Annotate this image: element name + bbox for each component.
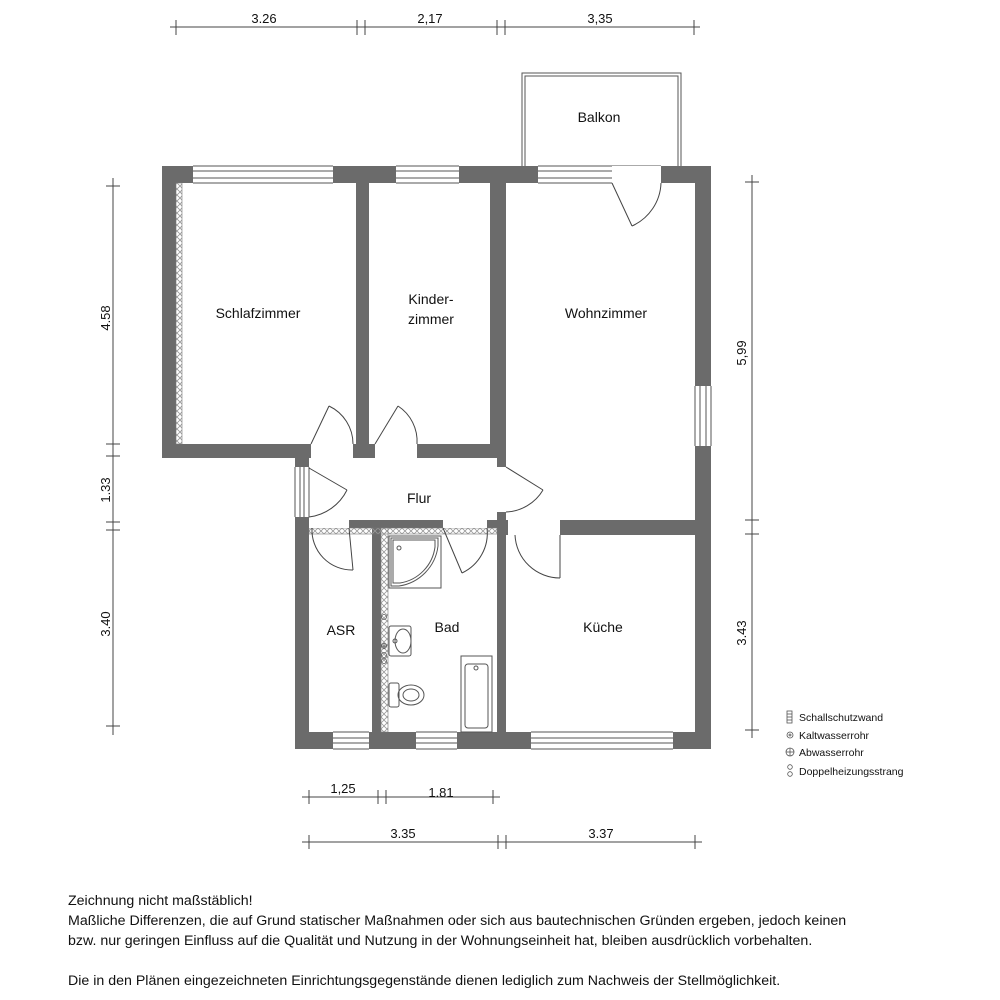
dim-right-2: 3.43 — [734, 620, 749, 646]
dim-top-1: 3.26 — [251, 11, 277, 26]
abwasserrohr-icon — [786, 748, 794, 756]
bathtub — [461, 656, 492, 732]
note-furniture: Die in den Plänen eingezeichneten Einrichtungsgegenstände dienen lediglich zum Nachweis der Stellmöglichkeit. — [68, 973, 781, 989]
room-label-wohnzimmer: Wohnzimmer — [564, 305, 648, 321]
room-label-balkon: Balkon — [577, 109, 621, 125]
dim-bottom-outer-1: 3.35 — [390, 826, 416, 841]
note-dimensions-1: Maßliche Differenzen, die auf Grund statischer Maßnahmen oder sich aus bautechnischen Gründen ergeben, jedoch keinen — [68, 913, 847, 929]
disclaimer-notes — [68, 891, 968, 991]
room-label-schlafzimmer: Schlafzimmer — [215, 305, 301, 321]
dim-top-3: 3,35 — [587, 11, 613, 26]
dim-left-1: 4.58 — [98, 305, 113, 331]
dim-right-1: 5,99 — [734, 340, 749, 366]
room-label-kueche: Küche — [583, 619, 623, 635]
legend-label-schallschutzwand: Schallschutzwand — [799, 712, 884, 724]
room-label-flur: Flur — [406, 490, 432, 506]
dimension-lines — [106, 20, 759, 849]
washbasin — [389, 626, 411, 656]
dim-bottom-inner-2: 1.81 — [428, 785, 454, 800]
walls — [162, 166, 711, 749]
dim-left-3: 3.40 — [98, 611, 113, 637]
dim-bottom-outer-2: 3.37 — [588, 826, 614, 841]
room-label-kinderzimmer-1: Kinder- — [408, 291, 454, 307]
dim-bottom-inner-1: 1,25 — [330, 781, 356, 796]
room-label-kinderzimmer-2: zimmer — [408, 311, 454, 327]
kaltwasserrohr-icon — [787, 732, 793, 738]
room-label-asr: ASR — [326, 622, 356, 638]
schallschutzwand-icon — [787, 711, 792, 723]
legend-label-kaltwasserrohr: Kaltwasserrohr — [799, 730, 870, 742]
room-label-bad: Bad — [434, 619, 460, 635]
doppelheizungsstrang-icon — [788, 765, 793, 777]
shower — [389, 536, 441, 588]
legend-label-abwasserrohr: Abwasserrohr — [799, 747, 864, 759]
note-dimensions-2: bzw. nur geringen Einfluss auf die Qualität und Nutzung in der Wohnungseinheit hat, bleiben ausdrücklich vorbehalten. — [68, 933, 813, 949]
dim-top-2: 2,17 — [417, 11, 443, 26]
note-spacer — [68, 951, 968, 971]
dim-left-2: 1.33 — [98, 477, 113, 503]
toilet — [389, 683, 424, 707]
legend-label-doppelheizungsstrang: Doppelheizungsstrang — [799, 766, 904, 778]
dimension-labels — [98, 11, 749, 841]
note-scale: Zeichnung nicht maßstäblich! — [68, 893, 253, 909]
legend — [786, 711, 904, 778]
